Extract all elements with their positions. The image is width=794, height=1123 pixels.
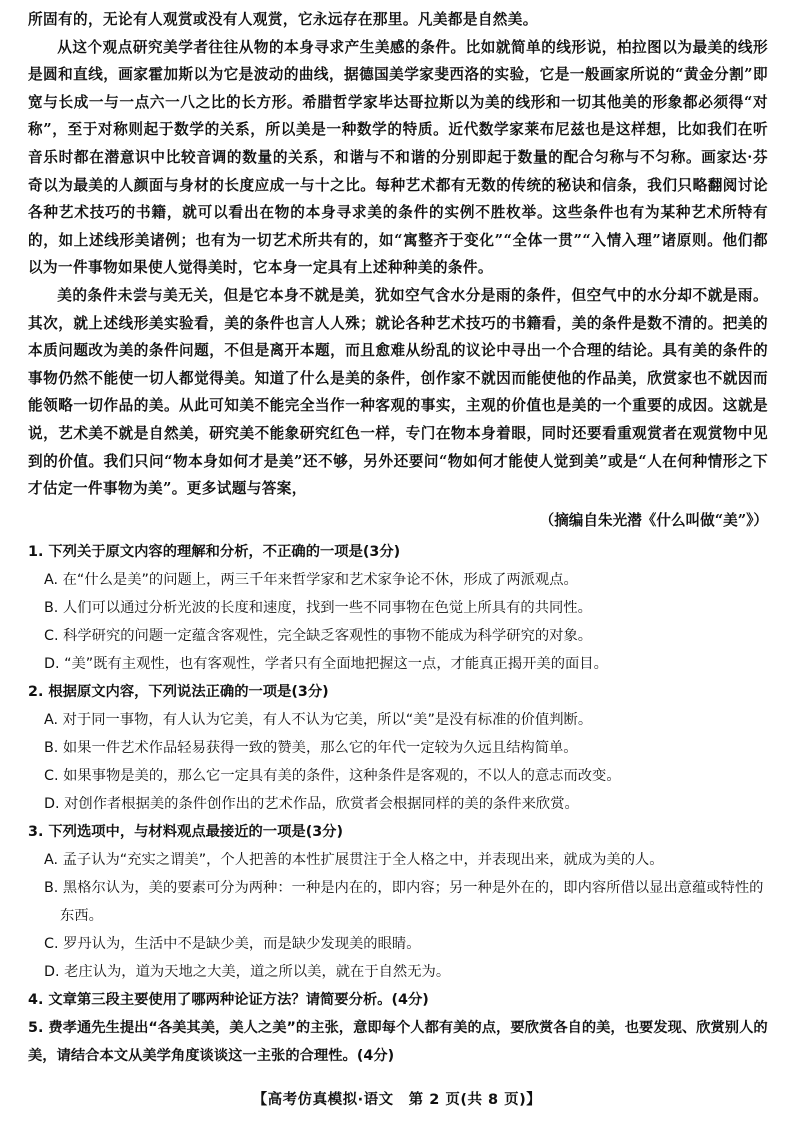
option-b: B. 如果一件艺术作品轻易获得一致的赞美，那么它的年代一定较为久远且结构简单。: [44, 739, 578, 756]
option-d: D. “美”既有主观性，也有客观性，学者只有全面地把握这一点，才能真正揭开美的面目。: [44, 655, 608, 672]
option-d: D. 老庄认为，道为天地之大美，道之所以美，就在于自然无为。: [44, 963, 451, 980]
option-c: C. 科学研究的问题一定蕴含客观性，完全缺乏客观性的事物不能成为科学研究的对象。: [44, 627, 593, 644]
question-list: [28, 538, 768, 1070]
option-a: A. 在“什么是美”的问题上，两三千年来哲学家和艺术家争论不休，形成了两派观点。: [44, 571, 578, 588]
option-d: D. 对创作者根据美的条件创作出的艺术作品，欣赏者会根据同样的美的条件来欣赏。: [44, 795, 579, 812]
passage-paragraph-3: 美的条件未尝与美无关，但是它本身不就是美，犹如空气含水分是雨的条件，但空气中的水分却不就是雨。其次，就上述线形美实验看，美的条件也言人人殊；就论各种艺术技巧的书籍看，美的条件是数不清的。把美的本质问题改为美的条件问题，不但是离开本题，而且愈难从纷乱的议论中寻出一个合理的结论。具有美的条件的事物仍然不能使一切人都觉得美。知道了什么是美的条件，创作家不就因而能使他的作品美，欣赏家也不就因而能领略一切作品的美。从此可知美不能完全当作一种客观的事实，主观的价值也是美的一个重要的成因。这就是说，艺术美不就是自然美，研究美不能象研究红色一样，专门在物本身着眼，同时还要看重观赏者在观赏物中见到的价值。我们只问“物本身如何才是美”还不够，另外还要问“物如何才能使人觉到美”或是“人在何种情形之下才估定一件事物为美”。更多试题与答案，: [28, 286, 768, 498]
passage-paragraph-2: 从这个观点研究美学者往往从物的本身寻求产生美感的条件。比如就简单的线形说，柏拉图以为最美的线形是圆和直线，画家霍加斯以为它是波动的曲线，据德国美学家斐西洛的实验，它是一般画家所说的“黄金分割”即宽与长成一与一点六一八之比的长方形。希腊哲学家毕达哥拉斯以为美的线形和一切其他美的形象都必须得“对称”，至于对称则起于数学的关系，所以美是一种数学的特质。近代数学家莱布尼兹也是这样想，比如我们在听音乐时都在潜意识中比较音调的数量的关系，和谐与不和谐的分别即起于数量的配合匀称与不匀称。画家达·芬奇以为最美的人颜面与身材的长度应成一与十之比。每种艺术都有无数的传统的秘诀和信条，我们只略翻阅讨论各种艺术技巧的书籍，就可以看出在物的本身寻求美的条件的实例不胜枚举。这些条件也有为某种艺术所特有的，如上述线形美诸例；也有为一切艺术所共有的，如“寓整齐于变化”“全体一贯”“入情入理”诸原则。他们都以为一件事物如果使人觉得美时，它本身一定具有上述种种美的条件。: [28, 38, 768, 277]
question-2: [28, 678, 768, 818]
page-footer: 【高考仿真模拟·语文 第 2 页(共 8 页)】: [252, 1092, 542, 1108]
question-1: [28, 538, 768, 678]
option-a: A. 孟子认为“充实之谓美”，个人把善的本性扩展贯注于全人格之中，并表现出来，就成为美的人。: [44, 851, 664, 868]
option-b: B. 黑格尔认为，美的要素可分为两种：一种是内在的，即内容；另一种是外在的，即内容所借以显出意蕴或特性的东西。: [44, 879, 764, 924]
option-c: C. 罗丹认为，生活中不是缺少美，而是缺少发现美的眼睛。: [44, 935, 421, 952]
option-a: A. 对于同一事物，有人认为它美，有人不认为它美，所以“美”是没有标准的价值判断。: [44, 711, 593, 728]
question-stem: 5. 费孝通先生提出“各美其美，美人之美”的主张，意即每个人都有美的点，要欣赏各自的美，也要发现、欣赏别人的美，请结合本文从美学角度谈谈这一主张的合理性。(4分): [28, 1019, 768, 1064]
question-stem: 4. 文章第三段主要使用了哪两种论证方法？请简要分析。(4分): [28, 991, 429, 1008]
reading-passage: [28, 6, 768, 503]
question-stem: 2. 根据原文内容，下列说法正确的一项是(3分): [28, 683, 329, 700]
option-c: C. 如果事物是美的，那么它一定具有美的条件，这种条件是客观的，不以人的意志而改变。: [44, 767, 621, 784]
question-4: [28, 986, 768, 1014]
question-5: [28, 1014, 768, 1070]
question-3: [28, 818, 768, 986]
option-b: B. 人们可以通过分析光波的长度和速度，找到一些不同事物在色觉上所具有的共同性。: [44, 599, 592, 616]
question-stem: 3. 下列选项中，与材料观点最接近的一项是(3分): [28, 823, 344, 840]
passage-source: （摘编自朱光潜《什么叫做“美”》）: [539, 511, 768, 529]
question-stem: 1. 下列关于原文内容的理解和分析，不正确的一项是(3分): [28, 543, 401, 560]
passage-paragraph-1: 所固有的，无论有人观赏或没有人观赏，它永远存在那里。凡美都是自然美。: [28, 11, 538, 28]
